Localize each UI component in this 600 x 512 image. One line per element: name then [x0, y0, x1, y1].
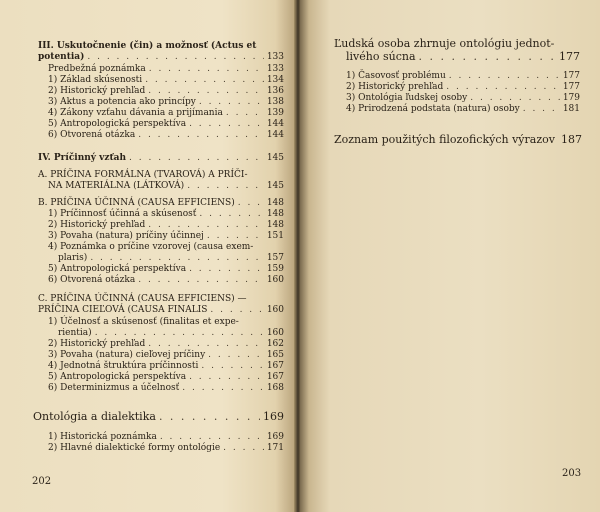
toc-entry: [48, 350, 284, 360]
toc-entry-c1: 1) Účelnosť a skúsenosť (finalitas et expe-: [48, 317, 239, 327]
toc-entry: [48, 108, 284, 118]
person-heading: Ľudská osoba zhrnuje ontológiu jednot-: [334, 37, 555, 50]
toc-entry: [48, 264, 284, 274]
toc-entry-label: 1) Príčinnosť účinná a skúsenosť: [48, 209, 197, 219]
toc-entry-label: 4) Jednotná štruktúra príčinnosti: [48, 361, 199, 371]
toc-entry-page: 169: [266, 432, 284, 442]
subsection-b-heading: B. PRÍČINA ÚČINNÁ (CAUSA EFFICIENS) . . . 148: [38, 198, 284, 208]
toc-entry-page: 144: [266, 130, 284, 140]
glossary-entry: Zoznam použitých filozofických výrazov 187: [334, 133, 582, 146]
toc-entry-page: 144: [266, 119, 284, 129]
page-number-left: 202: [32, 476, 52, 487]
toc-entry: [48, 372, 284, 382]
toc-entry-label: 3) Povaha (natura) príčiny účinnej: [48, 231, 204, 241]
left-page: [0, 0, 296, 512]
toc-entry-c1-line2: rientia) . . . 160: [58, 328, 284, 338]
toc-entry: [48, 231, 284, 241]
page-number-right: 203: [562, 468, 582, 479]
toc-entry-label: 2) Historický prehľad: [48, 220, 146, 230]
toc-entry-page: 159: [266, 264, 284, 274]
toc-entry: [48, 209, 284, 219]
toc-entry-page: 177: [562, 71, 580, 81]
toc-entry-b4-line2: plaris) . . . 157: [58, 253, 284, 263]
toc-entry: [48, 86, 284, 96]
toc-entry-label: 3) Ontológia ľudskej osoby: [346, 93, 468, 103]
toc-entry-label: 1) Základ skúsenosti: [48, 75, 143, 85]
toc-entry-b4: 4) Poznámka o príčine vzorovej (causa exem-: [48, 242, 254, 252]
subsection-c-heading: C. PRÍČINA ÚČINNÁ (CAUSA EFFICIENS) —: [38, 294, 247, 304]
toc-entry-page: 167: [266, 361, 284, 371]
toc-entry-label: 2) Hlavné dialektické formy ontológie: [48, 443, 221, 453]
toc-entry: [48, 383, 284, 393]
toc-entry-page: 151: [266, 231, 284, 241]
right-page: [300, 0, 600, 512]
toc-entry-page: 148: [266, 220, 284, 230]
toc-entry: [48, 97, 284, 107]
toc-entry-label: 2) Historický prehľad: [48, 86, 146, 96]
toc-entry-label: 5) Antropologická perspektíva: [48, 372, 187, 382]
toc-entry-label: 6) Otvorená otázka: [48, 130, 136, 140]
toc-entry-label: 2) Historický prehľad: [346, 82, 444, 92]
toc-entry: [48, 119, 284, 129]
toc-entry-page: 167: [266, 372, 284, 382]
section-iv-heading: IV. Príčinný vzťah . . . 145: [38, 153, 284, 163]
toc-entry: [48, 339, 284, 349]
toc-entry: [48, 361, 284, 371]
toc-entry-page: 177: [562, 82, 580, 92]
toc-entry-label: 1) Historická poznámka: [48, 432, 157, 442]
section-iii-heading-line2: potentia) . . . 133: [38, 52, 284, 62]
toc-entry: [48, 275, 284, 285]
toc-entry-label: 6) Otvorená otázka: [48, 275, 136, 285]
section-iii-heading: III. Uskutočnenie (čin) a možnosť (Actus et: [38, 41, 257, 51]
toc-entry: [346, 71, 580, 81]
toc-entry-label: 6) Determinizmus a účelnosť: [48, 383, 180, 393]
subsection-a-heading: A. PRÍČINA FORMÁLNA (TVAROVÁ) A PRÍČI-: [38, 170, 248, 180]
toc-entry-page: 138: [266, 97, 284, 107]
toc-entry-label: 2) Historický prehľad: [48, 339, 146, 349]
toc-entry-label: 4) Prirodzená podstata (natura) osoby: [346, 104, 520, 114]
toc-entry: [346, 82, 580, 92]
toc-entry-page: 162: [266, 339, 284, 349]
toc-entry: [48, 443, 284, 453]
toc-entry-page: 136: [266, 86, 284, 96]
toc-entry: [48, 130, 284, 140]
toc-entry: [48, 64, 284, 74]
toc-entry-page: 133: [266, 64, 284, 74]
toc-entry-label: Predbežná poznámka: [48, 64, 146, 74]
toc-entry-label: 5) Antropologická perspektíva: [48, 264, 187, 274]
toc-entry-page: 181: [562, 104, 580, 114]
toc-entry-page: 139: [266, 108, 284, 118]
toc-entry-label: 3) Aktus a potencia ako princípy: [48, 97, 196, 107]
toc-entry-page: 165: [266, 350, 284, 360]
toc-entry-page: 134: [266, 75, 284, 85]
toc-entry-page: 168: [266, 383, 284, 393]
subsection-a-heading-line2: NA MATERIÁLNA (LÁTKOVÁ) . . . 145: [48, 181, 284, 191]
toc-entry-label: 5) Antropologická perspektíva: [48, 119, 187, 129]
toc-entry: [48, 75, 284, 85]
subsection-c-heading-line2: PRÍČINA CIEĽOVÁ (CAUSA FINALIS . . . 160: [38, 305, 284, 315]
toc-entry: [346, 104, 580, 114]
toc-entry: [48, 432, 284, 442]
toc-entry: [346, 93, 580, 103]
toc-entry-page: 148: [266, 209, 284, 219]
person-heading-line2: livého súcna . . . 177: [346, 50, 580, 63]
toc-entry-page: 171: [266, 443, 284, 453]
toc-entry-label: 1) Časovosť problému: [346, 71, 446, 81]
toc-entry-page: 160: [266, 275, 284, 285]
toc-entry: [48, 220, 284, 230]
dialectics-heading: Ontológia a dialektika . . . 169: [33, 410, 284, 423]
toc-entry-label: 4) Zákony vzťahu dávania a prijímania: [48, 108, 223, 118]
toc-entry-label: 3) Povaha (natura) cieľovej príčiny: [48, 350, 206, 360]
toc-entry-page: 179: [562, 93, 580, 103]
